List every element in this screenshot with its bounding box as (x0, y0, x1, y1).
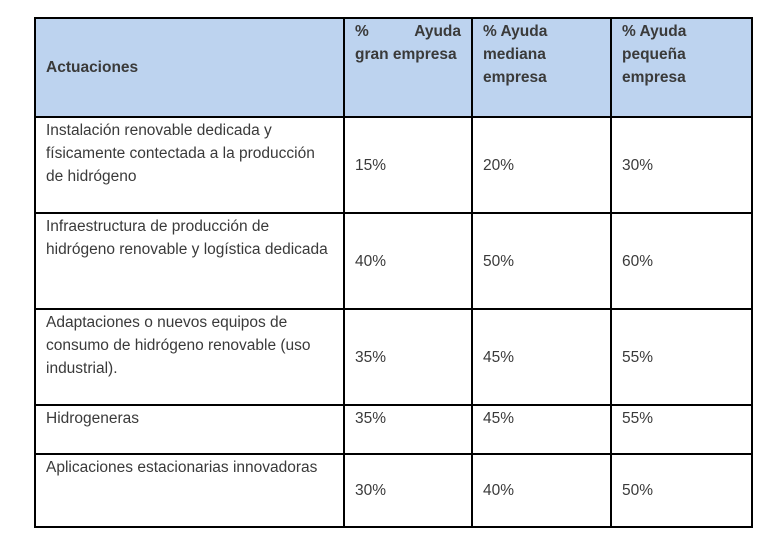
cell-pequena: 60% (611, 213, 752, 309)
header-gran-rest: gran empresa (355, 46, 457, 63)
cell-pequena: 50% (611, 454, 752, 527)
cell-actuacion: Instalación renovable dedicada y físicamente contectada a la producción de hidrógeno (35, 117, 344, 213)
cell-pequena: 55% (611, 405, 752, 454)
header-actuaciones: Actuaciones (35, 18, 344, 117)
cell-gran: 40% (344, 213, 472, 309)
header-mediana-empresa: % Ayuda mediana empresa (472, 18, 611, 117)
table-body (35, 117, 752, 527)
cell-actuacion: Adaptaciones o nuevos equipos de consumo de hidrógeno renovable (uso industrial). (35, 309, 344, 405)
cell-gran: 15% (344, 117, 472, 213)
header-gran-empresa (344, 18, 472, 117)
cell-mediana: 40% (472, 454, 611, 527)
cell-mediana: 45% (472, 405, 611, 454)
aid-percentage-table (34, 17, 753, 528)
header-gran-percent: % (355, 23, 369, 40)
table-row (35, 117, 752, 213)
table-row (35, 405, 752, 454)
cell-mediana: 20% (472, 117, 611, 213)
table-row (35, 309, 752, 405)
cell-gran: 35% (344, 309, 472, 405)
header-gran-first-line (355, 20, 461, 43)
cell-pequena: 55% (611, 309, 752, 405)
cell-gran: 35% (344, 405, 472, 454)
cell-actuacion: Hidrogeneras (35, 405, 344, 454)
table-row (35, 213, 752, 309)
cell-gran: 30% (344, 454, 472, 527)
table-row (35, 454, 752, 527)
cell-mediana: 45% (472, 309, 611, 405)
cell-actuacion: Infraestructura de producción de hidrógeno renovable y logística dedicada (35, 213, 344, 309)
cell-pequena: 30% (611, 117, 752, 213)
cell-actuacion: Aplicaciones estacionarias innovadoras (35, 454, 344, 527)
header-pequena-empresa: % Ayuda pequeña empresa (611, 18, 752, 117)
header-gran-ayuda: Ayuda (414, 23, 461, 40)
header-row (35, 18, 752, 117)
table-header (35, 18, 752, 117)
cell-mediana: 50% (472, 213, 611, 309)
